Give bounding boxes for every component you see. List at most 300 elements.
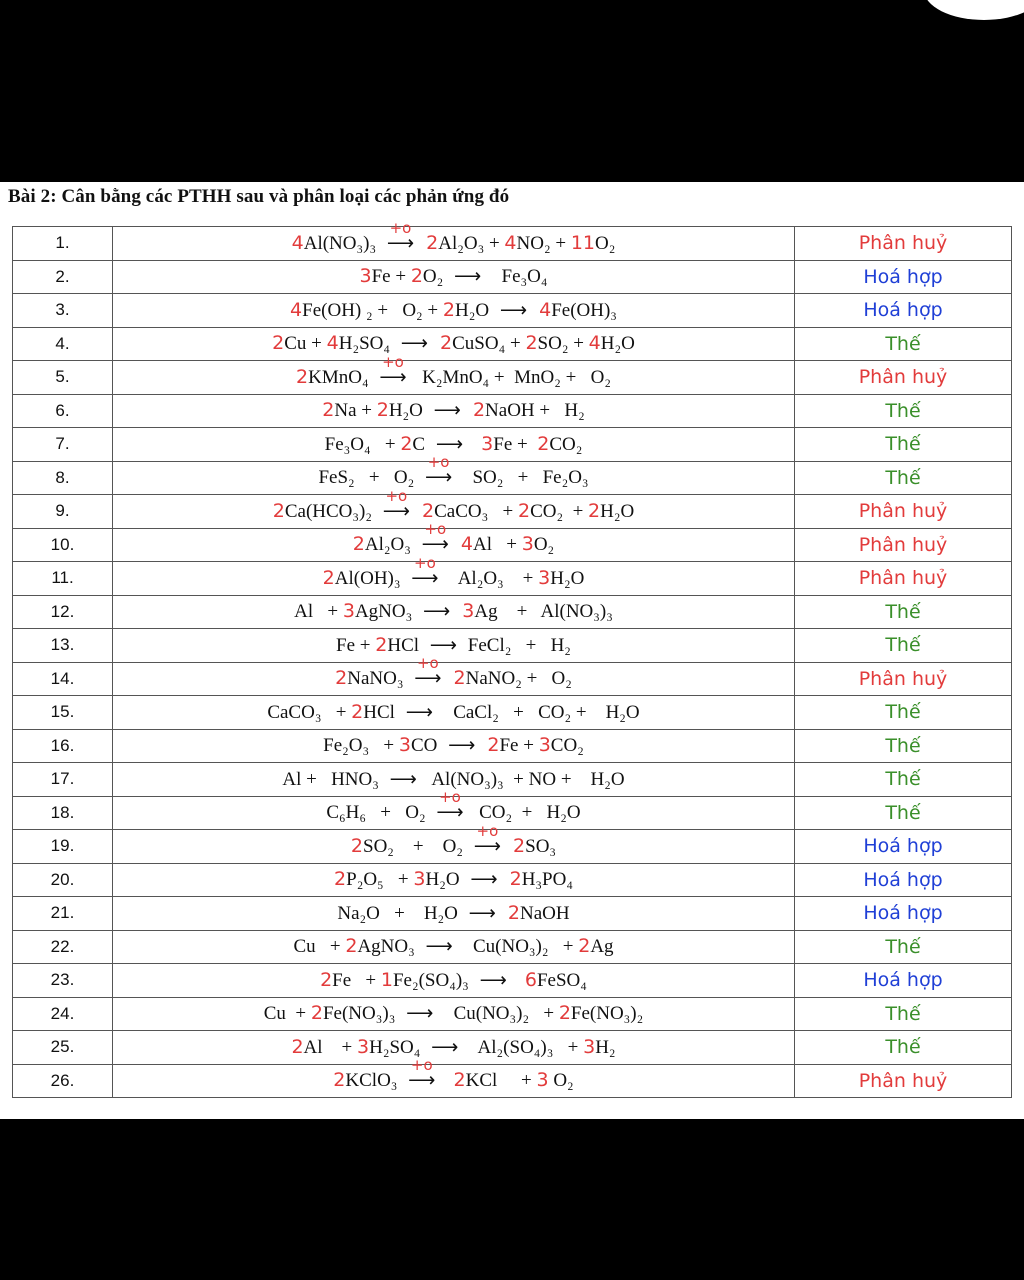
- formula-text: Al(OH)₃: [334, 567, 406, 589]
- formula-text: Fe(OH) ₂ + O₂ +: [302, 299, 443, 321]
- formula-text: Al₂O₃ +: [438, 232, 505, 254]
- coefficient: 2: [415, 499, 435, 522]
- arrow-symbol: ⟶: [382, 500, 410, 522]
- reaction-type: Thế: [795, 428, 1012, 462]
- formula-text: Fe(NO₃)₃: [322, 1003, 401, 1025]
- coefficient: 2: [335, 667, 348, 690]
- formula-text: Fe₃O₄ +: [324, 433, 401, 455]
- formula-text: Ag + Al(NO₃)₃: [474, 601, 613, 623]
- formula-text: Cu +: [263, 1003, 311, 1025]
- row-number: 26.: [13, 1064, 113, 1098]
- table-row: [13, 796, 1012, 830]
- coefficient: 3: [413, 868, 426, 891]
- formula-text: H₂O: [600, 333, 635, 355]
- corner-blob: [924, 0, 1024, 20]
- reaction-arrow: [406, 1002, 433, 1025]
- reaction-type: Thế: [795, 763, 1012, 797]
- reaction-type: Thế: [795, 461, 1012, 495]
- arrow-symbol: ⟶: [389, 768, 417, 790]
- formula-text: H₂O: [425, 869, 465, 891]
- row-number: 10.: [13, 528, 113, 562]
- coefficient: 4: [533, 298, 552, 321]
- formula-text: CO: [410, 735, 443, 757]
- formula-text: Fe₂O₃ +: [323, 735, 399, 757]
- chemical-equation: [113, 897, 795, 931]
- arrow-symbol: ⟶: [431, 1036, 459, 1058]
- coefficient: 3: [357, 1035, 370, 1058]
- row-number: 20.: [13, 863, 113, 897]
- reaction-type: Thế: [795, 696, 1012, 730]
- formula-text: Al₂O₃: [364, 534, 416, 556]
- coefficient: 6: [512, 968, 537, 991]
- heat-condition: +o: [424, 520, 447, 539]
- arrow-symbol: ⟶: [499, 299, 528, 321]
- coefficient: 3: [536, 1069, 549, 1092]
- coefficient: 2: [375, 633, 388, 656]
- coefficient: 2: [351, 700, 364, 723]
- chemical-equation: [113, 997, 795, 1031]
- formula-text: H₂: [595, 1036, 616, 1058]
- reaction-type: Hoá hợp: [795, 260, 1012, 294]
- table-row: [13, 528, 1012, 562]
- reaction-type: Phân huỷ: [795, 227, 1012, 261]
- formula-text: NO₂ +: [516, 232, 571, 254]
- coefficient: 2: [441, 1069, 466, 1092]
- row-number: 6.: [13, 394, 113, 428]
- table-row: [13, 930, 1012, 964]
- reaction-type: Phân huỷ: [795, 562, 1012, 596]
- chemical-equation: [113, 930, 795, 964]
- row-number: 18.: [13, 796, 113, 830]
- formula-text: H₂O: [550, 567, 585, 589]
- arrow-symbol: ⟶: [400, 333, 428, 355]
- row-number: 8.: [13, 461, 113, 495]
- coefficient: 2: [345, 935, 358, 958]
- coefficient: 3: [521, 533, 534, 556]
- formula-text: Fe +: [332, 969, 381, 991]
- row-number: 17.: [13, 763, 113, 797]
- coefficient: 4: [454, 533, 474, 556]
- coefficient: 3: [538, 734, 551, 757]
- coefficient: 2: [272, 332, 285, 355]
- table-row: [13, 562, 1012, 596]
- formula-text: P₂O₅ +: [346, 869, 414, 891]
- coefficient: 2: [578, 935, 591, 958]
- row-number: 22.: [13, 930, 113, 964]
- equations-table: [12, 218, 1012, 1098]
- arrow-symbol: ⟶: [470, 869, 498, 891]
- arrow-symbol: ⟶: [414, 668, 442, 690]
- table-row: [13, 1064, 1012, 1098]
- row-number: 19.: [13, 830, 113, 864]
- document-sheet: [0, 182, 1024, 1119]
- chemical-equation: [113, 218, 795, 261]
- formula-text: Cu +: [284, 333, 327, 355]
- reaction-type: Thế: [795, 796, 1012, 830]
- arrow-symbol: ⟶: [468, 902, 496, 924]
- chemical-equation: [113, 520, 795, 562]
- arrow-symbol: ⟶: [425, 936, 453, 958]
- reaction-arrow: [470, 868, 497, 891]
- reaction-type: Thế: [795, 997, 1012, 1031]
- table-row: [13, 964, 1012, 998]
- reaction-arrow: [473, 821, 501, 858]
- coefficient: 2: [447, 667, 466, 690]
- coefficient: 3: [342, 600, 355, 623]
- formula-text: CaCO₃ +: [434, 500, 518, 522]
- formula-text: KMnO₄: [308, 366, 374, 388]
- exercise-title: Bài 2: Cân bằng các PTHH sau và phân loại các phản ứng đó: [8, 186, 510, 207]
- chemical-equation: [113, 260, 795, 294]
- coefficient: 2: [352, 533, 365, 556]
- arrow-symbol: ⟶: [436, 802, 464, 824]
- reaction-arrow: [382, 486, 410, 523]
- formula-text: Al +: [473, 534, 522, 556]
- formula-text: Na₂O + H₂O: [337, 902, 463, 924]
- coefficient: 2: [291, 1035, 304, 1058]
- coefficient: 4: [291, 231, 304, 254]
- reaction-type: Thế: [795, 729, 1012, 763]
- reaction-arrow: [401, 332, 428, 355]
- formula-text: NaOH + H₂: [485, 400, 585, 422]
- row-number: 2.: [13, 260, 113, 294]
- row-number: 24.: [13, 997, 113, 1031]
- reaction-type: Hoá hợp: [795, 830, 1012, 864]
- formula-text: H₂O: [454, 299, 494, 321]
- formula-text: Fe₂(SO₄)₃: [392, 969, 474, 991]
- formula-text: Fe +: [499, 735, 539, 757]
- table-row: [13, 361, 1012, 395]
- reaction-type: Hoá hợp: [795, 897, 1012, 931]
- coefficient: 4: [504, 231, 517, 254]
- coefficient: 2: [400, 432, 413, 455]
- table-row: [13, 394, 1012, 428]
- formula-text: H₃PO₄: [521, 869, 573, 891]
- arrow-symbol: ⟶: [424, 467, 453, 489]
- heat-condition: +o: [410, 1056, 433, 1075]
- formula-text: Na +: [334, 400, 377, 422]
- formula-text: FeSO₄: [536, 969, 587, 991]
- table-row: [13, 830, 1012, 864]
- row-number: 21.: [13, 897, 113, 931]
- formula-text: HCl: [387, 634, 424, 656]
- table-row: [13, 260, 1012, 294]
- formula-text: H₂O: [388, 400, 428, 422]
- coefficient: 2: [558, 1002, 571, 1025]
- heat-condition: +o: [389, 218, 412, 237]
- chemical-equation: [113, 629, 795, 663]
- coefficient: 2: [501, 901, 521, 924]
- reaction-arrow: [406, 701, 433, 724]
- reaction-arrow: [424, 453, 453, 489]
- table-row: [13, 696, 1012, 730]
- reaction-arrow: [436, 788, 464, 824]
- formula-text: Fe +: [336, 634, 376, 656]
- reaction-arrow: [411, 553, 439, 590]
- chemical-equation: [113, 729, 795, 763]
- row-number: 12.: [13, 595, 113, 629]
- formula-text: Cu(NO₃)₂ +: [439, 1003, 559, 1025]
- coefficient: 3: [398, 734, 411, 757]
- coefficient: 3: [456, 600, 475, 623]
- reaction-type: Phân huỷ: [795, 528, 1012, 562]
- coefficient: 2: [525, 332, 538, 355]
- formula-text: O₂: [548, 1070, 574, 1092]
- reaction-arrow: [408, 1056, 436, 1092]
- table-row: [13, 461, 1012, 495]
- reaction-type: Thế: [795, 595, 1012, 629]
- heat-condition: +o: [382, 352, 404, 371]
- formula-text: Ca(HCO₃)₂: [284, 500, 377, 522]
- coefficient: 2: [433, 332, 453, 355]
- row-number: 13.: [13, 629, 113, 663]
- heat-condition: +o: [414, 553, 436, 572]
- formula-text: SO₂ + Fe₂O₃: [458, 467, 589, 489]
- formula-text: Fe(OH)₃: [551, 299, 617, 321]
- coefficient: 2: [466, 399, 486, 422]
- formula-text: Fe₃O₄: [487, 266, 548, 288]
- table-row: [13, 729, 1012, 763]
- coefficient: 2: [517, 499, 531, 522]
- table-row: [13, 227, 1012, 261]
- coefficient: 2: [503, 868, 522, 891]
- coefficient: 2: [537, 432, 550, 455]
- arrow-symbol: ⟶: [473, 835, 501, 857]
- row-number: 1.: [13, 227, 113, 261]
- reaction-arrow: [431, 1036, 458, 1059]
- formula-text: FeS₂ + O₂: [318, 467, 419, 489]
- heat-condition: +o: [476, 821, 499, 840]
- formula-text: Al +: [294, 601, 343, 623]
- formula-text: KClO₃: [345, 1070, 403, 1092]
- table-row: [13, 997, 1012, 1031]
- arrow-symbol: ⟶: [379, 366, 407, 388]
- row-number: 15.: [13, 696, 113, 730]
- row-number: 5.: [13, 361, 113, 395]
- arrow-symbol: ⟶: [435, 433, 464, 455]
- chemical-equation: [113, 453, 795, 495]
- reaction-arrow: [386, 218, 415, 255]
- formula-text: CaCO₃ +: [267, 701, 352, 723]
- reaction-type: Thế: [795, 629, 1012, 663]
- formula-text: Al₂O₃ +: [444, 567, 539, 589]
- reaction-arrow: [469, 902, 496, 925]
- formula-text: Fe(NO₃)₂: [570, 1003, 644, 1025]
- formula-text: CuSO₄ +: [452, 333, 526, 355]
- chemical-equation: [113, 1031, 795, 1065]
- coefficient: 2: [376, 399, 389, 422]
- chemical-equation: [113, 394, 795, 428]
- row-number: 23.: [13, 964, 113, 998]
- formula-text: Al(NO₃)₃: [303, 232, 381, 254]
- reaction-type: Thế: [795, 1031, 1012, 1065]
- table-row: [13, 327, 1012, 361]
- table-row: [13, 294, 1012, 328]
- chemical-equation: [113, 294, 795, 328]
- reaction-arrow: [448, 734, 475, 757]
- coefficient: 3: [469, 432, 494, 455]
- coefficient: 2: [333, 1069, 346, 1092]
- reaction-type: Hoá hợp: [795, 294, 1012, 328]
- arrow-symbol: ⟶: [421, 534, 449, 556]
- formula-text: O₂: [595, 232, 616, 254]
- row-number: 9.: [13, 495, 113, 529]
- coefficient: 2: [334, 868, 347, 891]
- row-number: 14.: [13, 662, 113, 696]
- formula-text: Ag: [590, 936, 614, 958]
- coefficient: 2: [310, 1002, 323, 1025]
- formula-text: SO₃: [525, 835, 557, 857]
- coefficient: 4: [326, 332, 339, 355]
- heat-condition: +o: [427, 453, 450, 472]
- reaction-arrow: [414, 654, 442, 690]
- coefficient: 11: [570, 231, 595, 254]
- reaction-arrow: [379, 352, 407, 389]
- chemical-equation: [113, 1056, 795, 1098]
- formula-text: HCl: [363, 701, 400, 723]
- reaction-type: Phân huỷ: [795, 1064, 1012, 1098]
- chemical-equation: [113, 964, 795, 998]
- coefficient: 2: [350, 834, 364, 857]
- arrow-symbol: ⟶: [386, 232, 415, 254]
- reaction-arrow: [390, 768, 417, 791]
- chemical-equation: [113, 696, 795, 730]
- formula-text: SO₂ +: [537, 333, 589, 355]
- chemical-equation: [113, 327, 795, 361]
- formula-text: AgNO₃: [357, 936, 420, 958]
- formula-text: H₂SO₄: [338, 333, 395, 355]
- coefficient: 2: [272, 499, 285, 522]
- reaction-arrow: [500, 299, 527, 322]
- arrow-symbol: ⟶: [405, 701, 433, 723]
- coefficient: 2: [420, 231, 439, 254]
- row-number: 11.: [13, 562, 113, 596]
- arrow-symbol: ⟶: [448, 735, 476, 757]
- row-number: 25.: [13, 1031, 113, 1065]
- table-row: [13, 629, 1012, 663]
- reaction-type: Hoá hợp: [795, 964, 1012, 998]
- formula-text: Al +: [303, 1036, 357, 1058]
- coefficient: 3: [583, 1035, 596, 1058]
- formula-text: AgNO₃: [354, 601, 417, 623]
- formula-text: O₂: [422, 266, 449, 288]
- table-row: [13, 662, 1012, 696]
- formula-text: CO₂ +: [530, 500, 589, 522]
- reaction-type: Phân huỷ: [795, 495, 1012, 529]
- table-row: [13, 495, 1012, 529]
- formula-text: Al + HNO₃: [282, 768, 384, 790]
- formula-text: KCl +: [465, 1070, 537, 1092]
- coefficient: 3: [538, 566, 551, 589]
- table-row: [13, 1031, 1012, 1065]
- reaction-arrow: [454, 265, 481, 288]
- reaction-type: Hoá hợp: [795, 863, 1012, 897]
- row-number: 7.: [13, 428, 113, 462]
- reaction-type: Phân huỷ: [795, 662, 1012, 696]
- coefficient: 2: [481, 734, 500, 757]
- formula-text: NaNO₂ + O₂: [465, 668, 572, 690]
- formula-text: NaNO₃: [347, 668, 409, 690]
- coefficient: 2: [588, 499, 601, 522]
- reaction-arrow: [425, 935, 452, 958]
- formula-text: K₂MnO₄ + MnO₂ + O₂: [412, 366, 611, 388]
- row-number: 16.: [13, 729, 113, 763]
- reaction-type: Thế: [795, 930, 1012, 964]
- reaction-arrow: [434, 399, 461, 422]
- table-row: [13, 428, 1012, 462]
- chemical-equation: [113, 863, 795, 897]
- formula-text: Cu(NO₃)₂ +: [458, 936, 579, 958]
- formula-text: H₂O: [600, 500, 635, 522]
- formula-text: CaCl₂ + CO₂ + H₂O: [438, 701, 640, 723]
- heat-condition: +o: [385, 486, 408, 505]
- formula-text: CO₂: [550, 735, 584, 757]
- formula-text: H₂SO₄: [369, 1036, 426, 1058]
- heat-condition: +o: [439, 788, 461, 807]
- coefficient: 2: [507, 834, 526, 857]
- row-number: 3.: [13, 294, 113, 328]
- table-row: [13, 763, 1012, 797]
- coefficient: 2: [322, 566, 335, 589]
- row-number: 4.: [13, 327, 113, 361]
- arrow-symbol: ⟶: [429, 634, 458, 656]
- chemical-equation: [113, 821, 795, 864]
- formula-text: Al₂(SO₄)₃ +: [464, 1036, 584, 1058]
- chemical-equation: [113, 428, 795, 462]
- formula-text: O₂: [533, 534, 555, 556]
- formula-text: CO₂: [549, 433, 583, 455]
- reaction-type: Phân huỷ: [795, 361, 1012, 395]
- coefficient: 2: [320, 968, 333, 991]
- formula-text: CO₂ + H₂O: [469, 802, 581, 824]
- table-row: [13, 595, 1012, 629]
- table-row: [13, 897, 1012, 931]
- reaction-type: Thế: [795, 394, 1012, 428]
- arrow-symbol: ⟶: [408, 1070, 436, 1092]
- formula-text: FeCl₂ + H₂: [463, 634, 571, 656]
- coefficient: 4: [290, 298, 303, 321]
- chemical-equation: [113, 352, 795, 395]
- heat-condition: +o: [416, 654, 439, 673]
- coefficient: 2: [296, 365, 309, 388]
- chemical-equation: [113, 486, 795, 529]
- coefficient: 4: [588, 332, 601, 355]
- formula-text: NaOH: [520, 902, 570, 924]
- chemical-equation: [113, 654, 795, 696]
- reaction-type: Thế: [795, 327, 1012, 361]
- reaction-arrow: [423, 600, 450, 623]
- formula-text: Fe +: [371, 266, 411, 288]
- arrow-symbol: ⟶: [433, 400, 461, 422]
- coefficient: 2: [322, 399, 335, 422]
- formula-text: C₆H₆ + O₂: [326, 802, 431, 824]
- formula-text: Al(NO₃)₃ + NO + H₂O: [422, 768, 625, 790]
- chemical-equation: [113, 595, 795, 629]
- arrow-symbol: ⟶: [406, 1003, 434, 1025]
- arrow-symbol: ⟶: [411, 567, 439, 589]
- chemical-equation: [113, 788, 795, 830]
- formula-text: Fe +: [493, 433, 538, 455]
- coefficient: 3: [359, 265, 372, 288]
- arrow-symbol: ⟶: [454, 266, 482, 288]
- formula-text: SO₂ + O₂: [363, 835, 468, 857]
- coefficient: 2: [410, 265, 423, 288]
- table-row: [13, 863, 1012, 897]
- arrow-symbol: ⟶: [479, 969, 507, 991]
- reaction-arrow: [480, 969, 507, 992]
- coefficient: 1: [380, 968, 393, 991]
- formula-text: Cu +: [293, 936, 346, 958]
